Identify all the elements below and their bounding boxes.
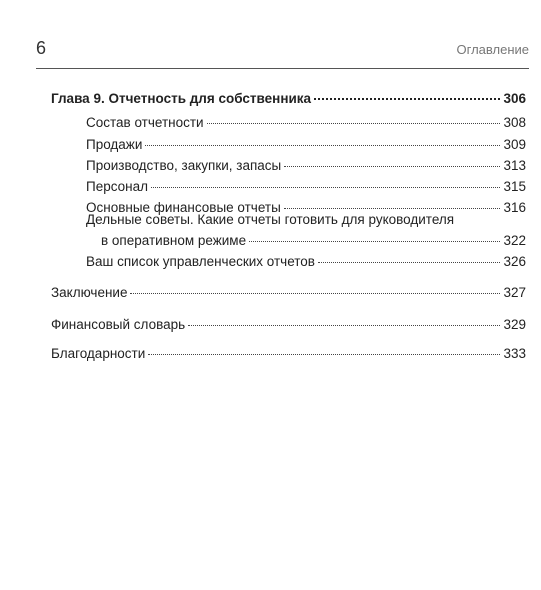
toc-entry-label: Персонал <box>86 179 148 194</box>
toc-entry-label: Основные финансовые отчеты <box>86 200 281 215</box>
toc-entry-page: 313 <box>503 158 526 173</box>
toc-section[interactable] <box>86 136 526 153</box>
toc-section[interactable] <box>86 253 526 270</box>
toc-entry-label: Глава 9. Отчетность для собственника <box>51 91 312 106</box>
toc-entry-label: Финансовый словарь <box>51 317 186 332</box>
toc-entry-label: Ваш список управленческих отчетов <box>86 254 315 269</box>
header-rule <box>36 68 529 69</box>
dot-leader <box>130 293 500 294</box>
toc-entry-page: 316 <box>503 200 526 215</box>
toc-entry-page: 329 <box>503 317 526 332</box>
toc-back-matter[interactable] <box>51 345 526 362</box>
toc-section[interactable] <box>86 114 526 131</box>
toc-entry-page: 306 <box>503 91 526 106</box>
toc-entry-label-line2: в оперативном режиме <box>101 233 247 248</box>
running-title: Оглавление <box>456 42 529 57</box>
toc-entry-line2 <box>101 232 526 249</box>
toc-entry-page: 327 <box>503 285 526 300</box>
dot-leader <box>151 187 500 188</box>
toc-entry-label: Заключение <box>51 285 128 300</box>
dot-leader <box>314 98 500 100</box>
toc-entry-page: 308 <box>503 115 526 130</box>
toc-chapter-9[interactable] <box>51 90 526 107</box>
toc-section[interactable] <box>86 178 526 195</box>
page-header <box>36 38 529 64</box>
dot-leader <box>188 325 500 326</box>
dot-leader <box>207 123 501 124</box>
toc-entry-label: Производство, закупки, запасы <box>86 158 282 173</box>
toc-entry-page: 322 <box>503 233 526 248</box>
dot-leader <box>148 354 500 355</box>
page-number: 6 <box>36 38 47 58</box>
toc-back-matter[interactable] <box>51 316 526 333</box>
toc-entry-page: 326 <box>503 254 526 269</box>
toc-entry-label: Состав отчетности <box>86 115 204 130</box>
toc-entry-page: 315 <box>503 179 526 194</box>
toc-entry-label-line1: Дельные советы. Какие отчеты готовить для руководителя <box>86 212 455 227</box>
dot-leader <box>284 208 501 209</box>
dot-leader <box>249 241 500 242</box>
toc-entry-page: 333 <box>503 346 526 361</box>
toc-entry-page: 309 <box>503 137 526 152</box>
toc-back-matter[interactable] <box>51 284 526 301</box>
dot-leader <box>145 145 500 146</box>
dot-leader <box>284 166 500 167</box>
toc-section[interactable] <box>86 157 526 174</box>
dot-leader <box>318 262 500 263</box>
toc-entry-label: Благодарности <box>51 346 146 361</box>
toc-entry-label: Продажи <box>86 137 143 152</box>
